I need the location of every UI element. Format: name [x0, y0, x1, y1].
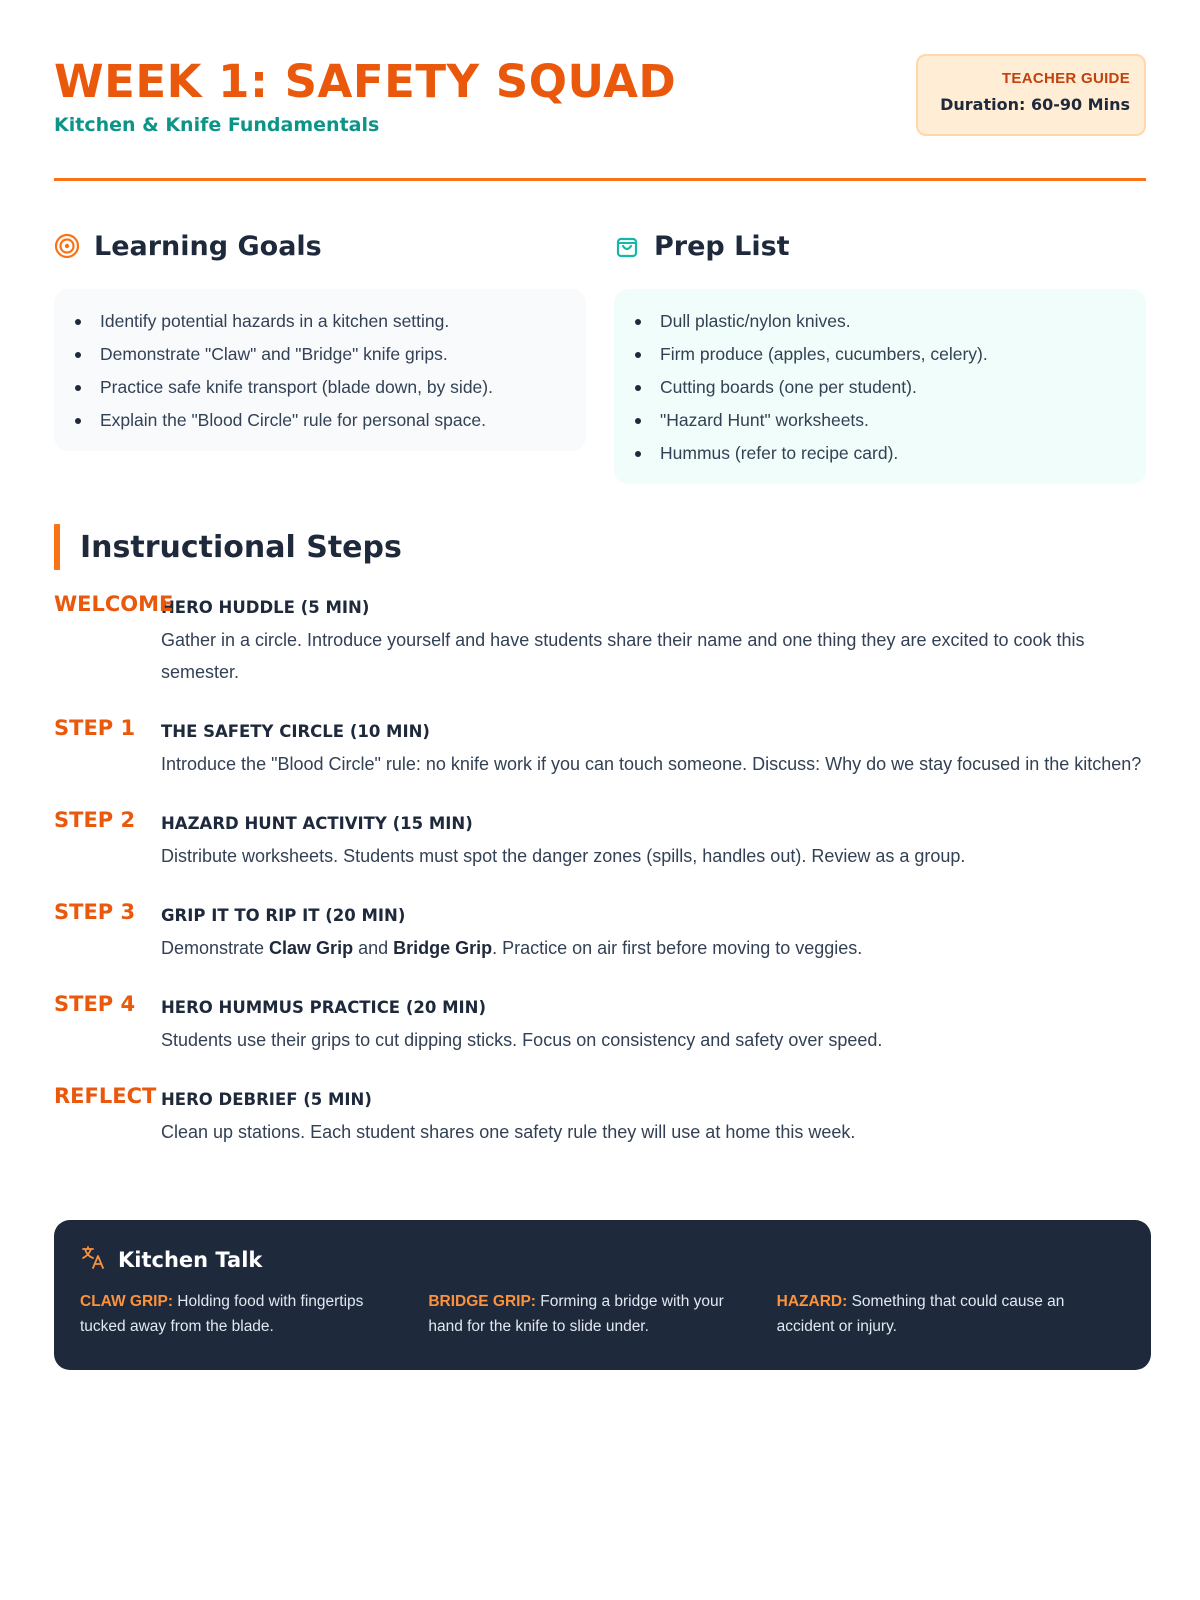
grip-term: Bridge Grip	[393, 938, 493, 958]
learning-goals-section	[54, 227, 586, 484]
step-label: STEP 1	[54, 716, 136, 740]
page-subtitle: Kitchen & Knife Fundamentals	[54, 114, 380, 136]
learning-goals-header	[54, 227, 586, 265]
step-row	[54, 900, 1146, 964]
header-divider	[54, 178, 1146, 181]
step-heading: THE SAFETY CIRCLE (10 MIN)	[161, 722, 430, 741]
learning-goal-item: Practice safe knife transport (blade down, by side).	[74, 371, 566, 404]
step-label: WELCOME	[54, 592, 174, 616]
step-heading: GRIP IT TO RIP IT (20 MIN)	[161, 906, 406, 925]
step-row	[54, 808, 1146, 872]
glossary-term: CLAW GRIP:	[80, 1293, 173, 1310]
step-label: STEP 3	[54, 900, 136, 924]
step-label: REFLECT	[54, 1084, 157, 1108]
step-heading: HERO HUMMUS PRACTICE (20 MIN)	[161, 998, 486, 1017]
step-description: Students use their grips to cut dipping sticks. Focus on consistency and safety over speed.	[161, 1030, 883, 1050]
step-row	[54, 716, 1146, 780]
learning-goals-title: Learning Goals	[94, 230, 322, 262]
step-description: Gather in a circle. Introduce yourself and have students share their name and one thing they are excited to cook this semester.	[161, 630, 1085, 682]
step-row	[54, 992, 1146, 1056]
learning-goals-card	[54, 289, 586, 451]
step-description: Introduce the "Blood Circle" rule: no knife work if you can touch someone. Discuss: Why do we stay focused in the kitchen?	[161, 754, 1142, 774]
translate-icon	[80, 1244, 106, 1275]
prep-list-item: Dull plastic/nylon knives.	[634, 305, 1126, 338]
step-heading: HERO HUDDLE (5 MIN)	[161, 598, 370, 617]
prep-list-header	[614, 227, 1146, 265]
title-block	[54, 54, 676, 136]
learning-goal-item: Identify potential hazards in a kitchen setting.	[74, 305, 566, 338]
glossary-item	[428, 1289, 776, 1339]
step-row	[54, 1084, 1146, 1148]
step-description: Clean up stations. Each student shares one safety rule they will use at home this week.	[161, 1122, 856, 1142]
learning-goal-item: Explain the "Blood Circle" rule for personal space.	[74, 404, 566, 437]
prep-list-title: Prep List	[654, 230, 790, 262]
step-description: Distribute worksheets. Students must spot the danger zones (spills, handles out). Review as a group.	[161, 846, 966, 866]
step-text: . Practice on air first before moving to veggies.	[492, 938, 863, 958]
page-header	[54, 54, 1146, 178]
page-title: WEEK 1: SAFETY SQUAD	[54, 55, 677, 108]
prep-list-item: Firm produce (apples, cucumbers, celery).	[634, 338, 1126, 371]
instructional-steps-list	[54, 592, 1146, 1148]
kitchen-talk-terms	[80, 1289, 1125, 1339]
step-description	[161, 932, 1146, 964]
shopping-bag-icon	[614, 233, 640, 259]
prep-list-items	[634, 305, 1126, 470]
step-heading: HAZARD HUNT ACTIVITY (15 MIN)	[161, 814, 473, 833]
glossary-definition: Holding food with fingertips tucked away from the blade.	[80, 1293, 364, 1335]
prep-list-card	[614, 289, 1146, 484]
step-text: and	[353, 938, 394, 958]
target-icon	[54, 233, 80, 259]
kitchen-talk-panel	[54, 1220, 1151, 1370]
teacher-guide-label: TEACHER GUIDE	[1001, 70, 1130, 87]
step-label: STEP 4	[54, 992, 136, 1016]
instructional-steps-header	[54, 524, 1146, 570]
glossary-term: HAZARD:	[776, 1293, 848, 1310]
glossary-definition: Something that could cause an accident or injury.	[776, 1293, 1065, 1335]
prep-list-section	[614, 227, 1146, 484]
glossary-item	[80, 1289, 428, 1339]
glossary-term: BRIDGE GRIP:	[428, 1293, 536, 1310]
duration-text: Duration: 60-90 Mins	[940, 95, 1130, 114]
prep-list-item: Cutting boards (one per student).	[634, 371, 1126, 404]
step-row	[54, 592, 1146, 688]
grip-term: Claw Grip	[269, 938, 354, 958]
section-accent-bar	[54, 524, 60, 570]
prep-list-item: "Hazard Hunt" worksheets.	[634, 404, 1126, 437]
glossary-definition: Forming a bridge with your hand for the knife to slide under.	[428, 1293, 724, 1335]
step-label: STEP 2	[54, 808, 136, 832]
step-heading: HERO DEBRIEF (5 MIN)	[161, 1090, 372, 1109]
teacher-guide-badge	[916, 54, 1146, 136]
instructional-steps-title: Instructional Steps	[80, 529, 402, 565]
kitchen-talk-title: Kitchen Talk	[118, 1247, 263, 1272]
glossary-item	[777, 1289, 1125, 1339]
prep-list-item: Hummus (refer to recipe card).	[634, 437, 1126, 470]
step-text: Demonstrate	[161, 938, 270, 958]
overview-columns	[54, 227, 1146, 484]
kitchen-talk-header	[80, 1244, 1125, 1275]
learning-goals-list	[74, 305, 566, 437]
learning-goal-item: Demonstrate "Claw" and "Bridge" knife grips.	[74, 338, 566, 371]
